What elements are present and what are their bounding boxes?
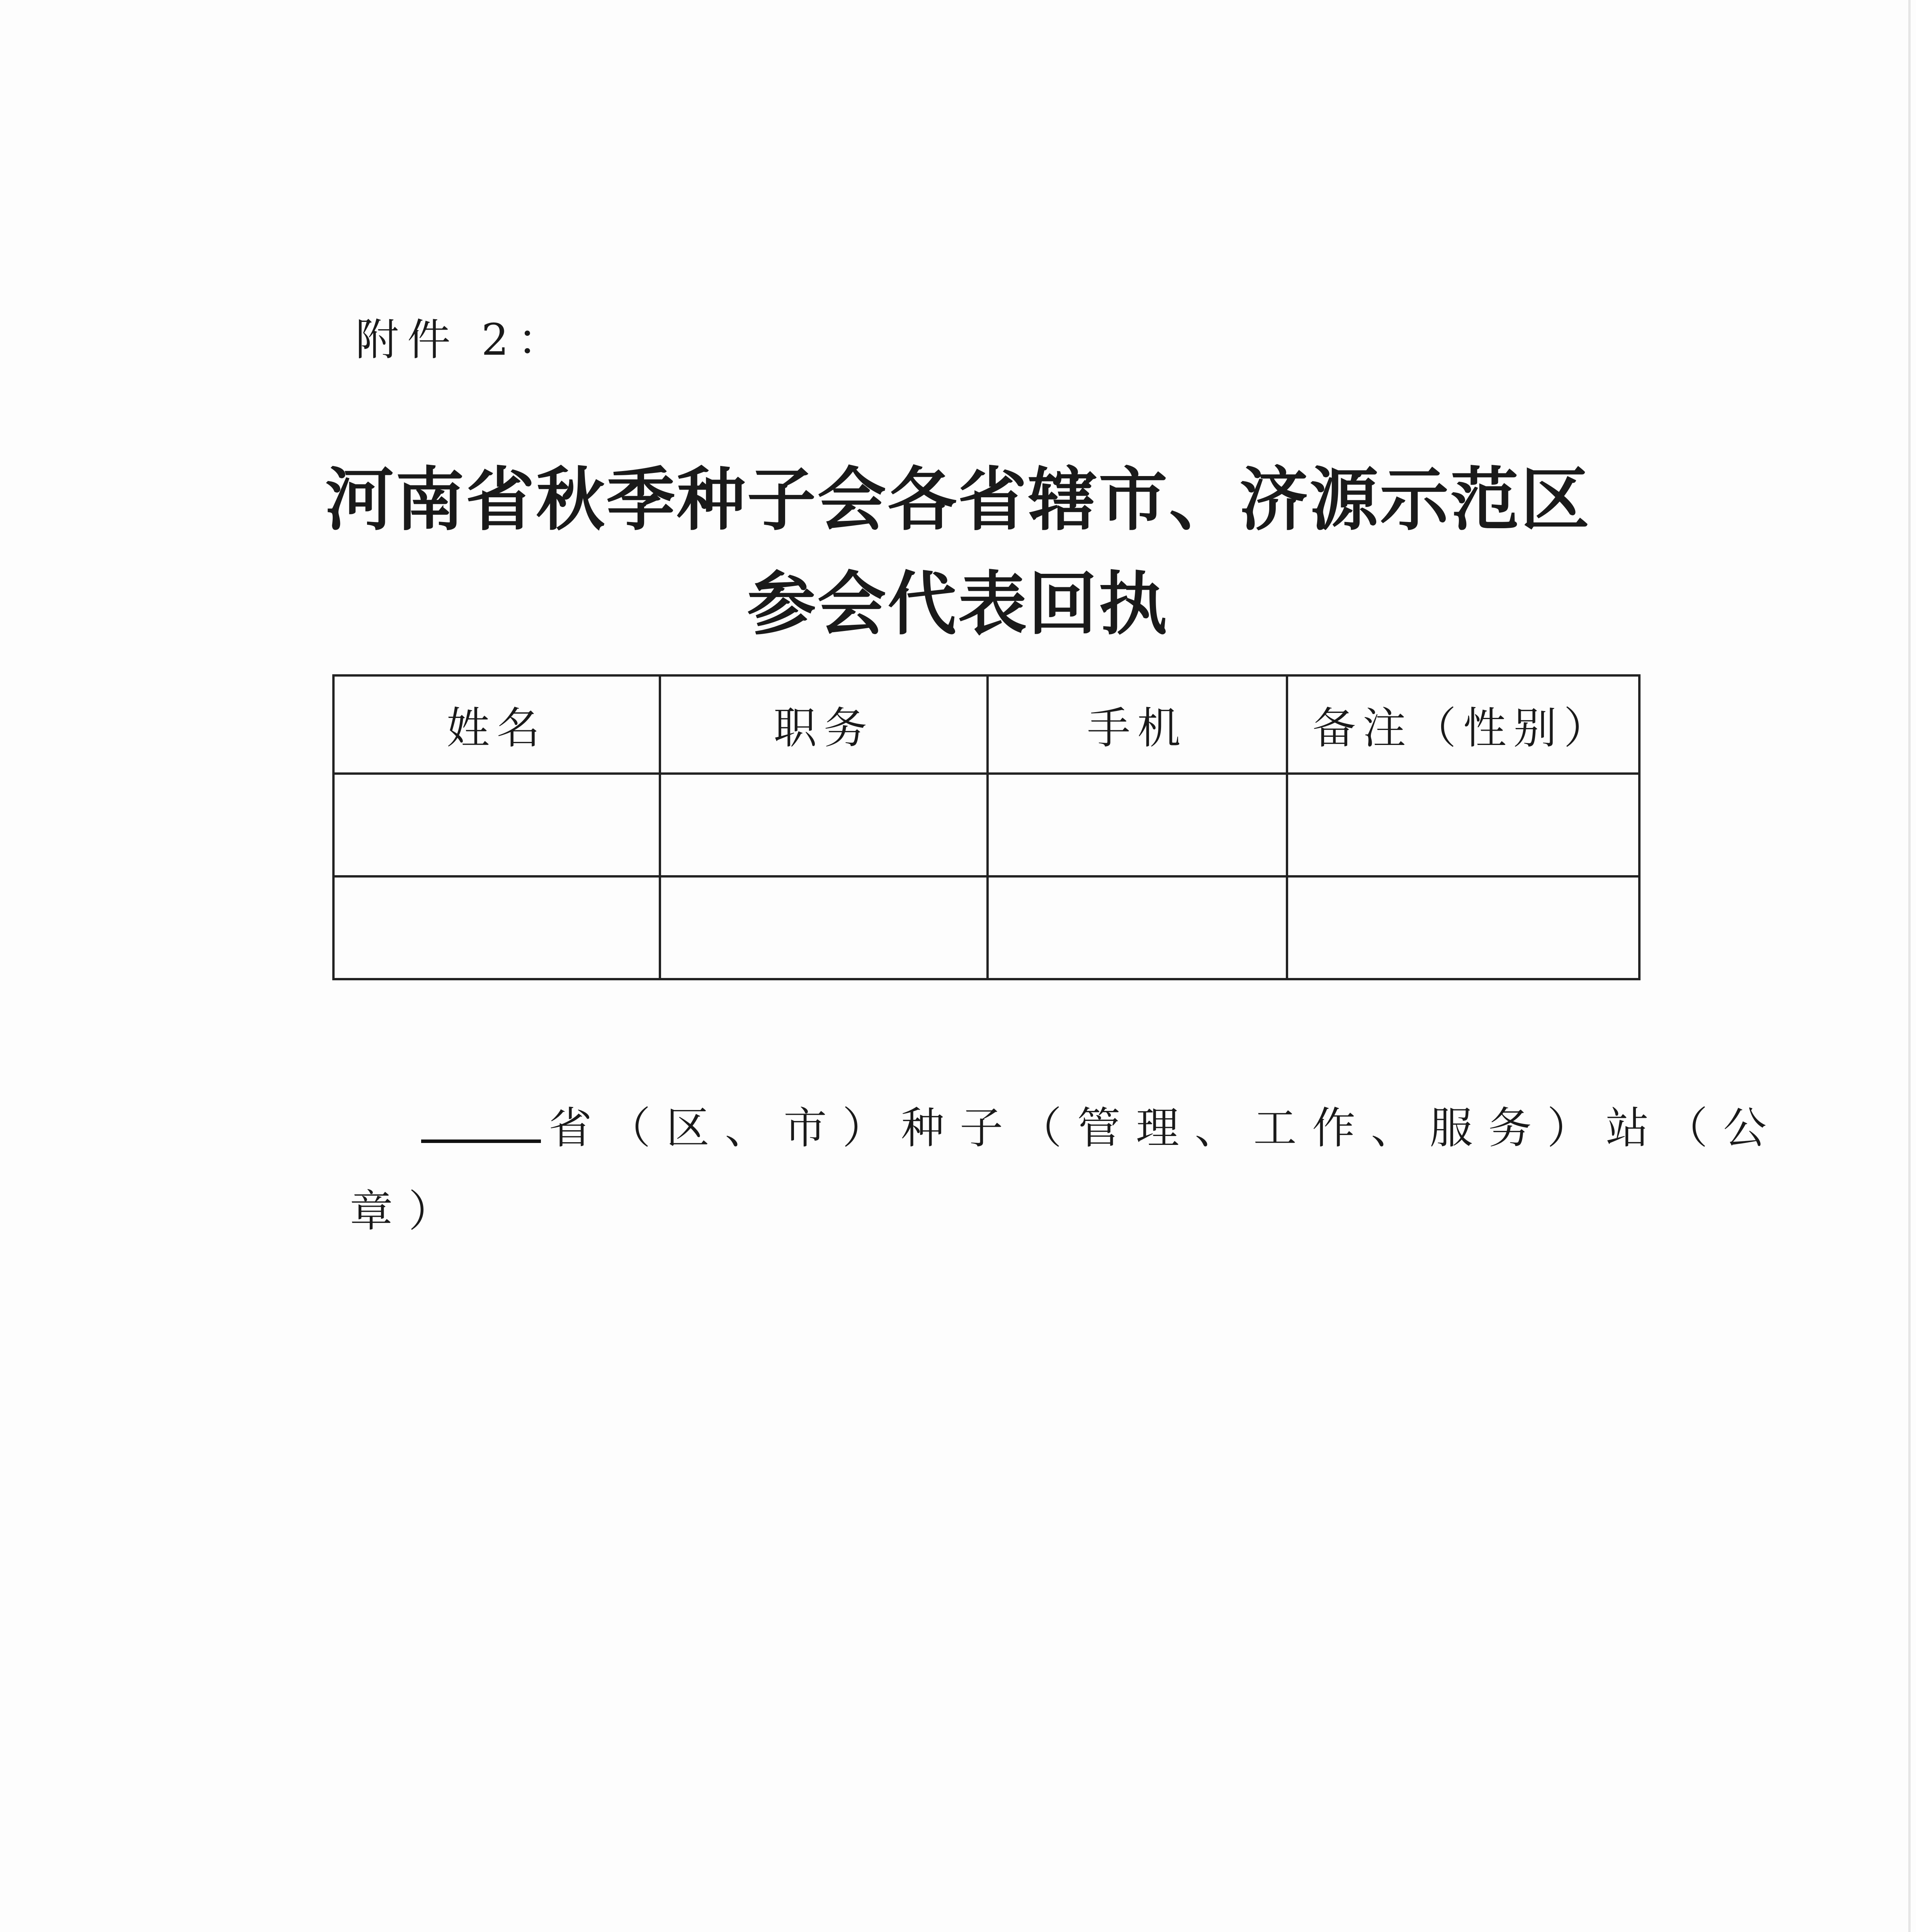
table-cell-mobile: [988, 774, 1287, 876]
scan-edge-right: [1908, 0, 1911, 1932]
table-row: [333, 876, 1639, 979]
table-cell-remarks: [1287, 876, 1639, 979]
seal-statement-line-2: 章）: [350, 1186, 467, 1236]
column-header-position: 职务: [660, 675, 988, 774]
table-row: [333, 774, 1639, 876]
column-header-remarks-gender: 备注（性别）: [1287, 675, 1639, 774]
table-cell-name: [333, 774, 660, 876]
seal-statement-line-1: [421, 1094, 1782, 1156]
column-header-mobile: 手机: [988, 675, 1287, 774]
province-blank-underline: [421, 1101, 541, 1143]
document-title-line-2: 参会代表回执: [747, 564, 1169, 644]
table-cell-remarks: [1287, 774, 1639, 876]
attachment-label: 附件 2：: [355, 315, 569, 365]
table-cell-name: [333, 876, 660, 979]
table-cell-mobile: [988, 876, 1287, 979]
table-cell-position: [660, 774, 988, 876]
table-header-row: [333, 675, 1639, 774]
attendee-receipt-table: [332, 674, 1641, 980]
table-cell-position: [660, 876, 988, 979]
column-header-name: 姓名: [333, 675, 660, 774]
seal-statement-text: 省（区、市）种子（管理、工作、服务）站（公: [549, 1103, 1782, 1153]
document-title-line-1: 河南省秋季种子会各省辖市、济源示范区: [325, 460, 1591, 540]
